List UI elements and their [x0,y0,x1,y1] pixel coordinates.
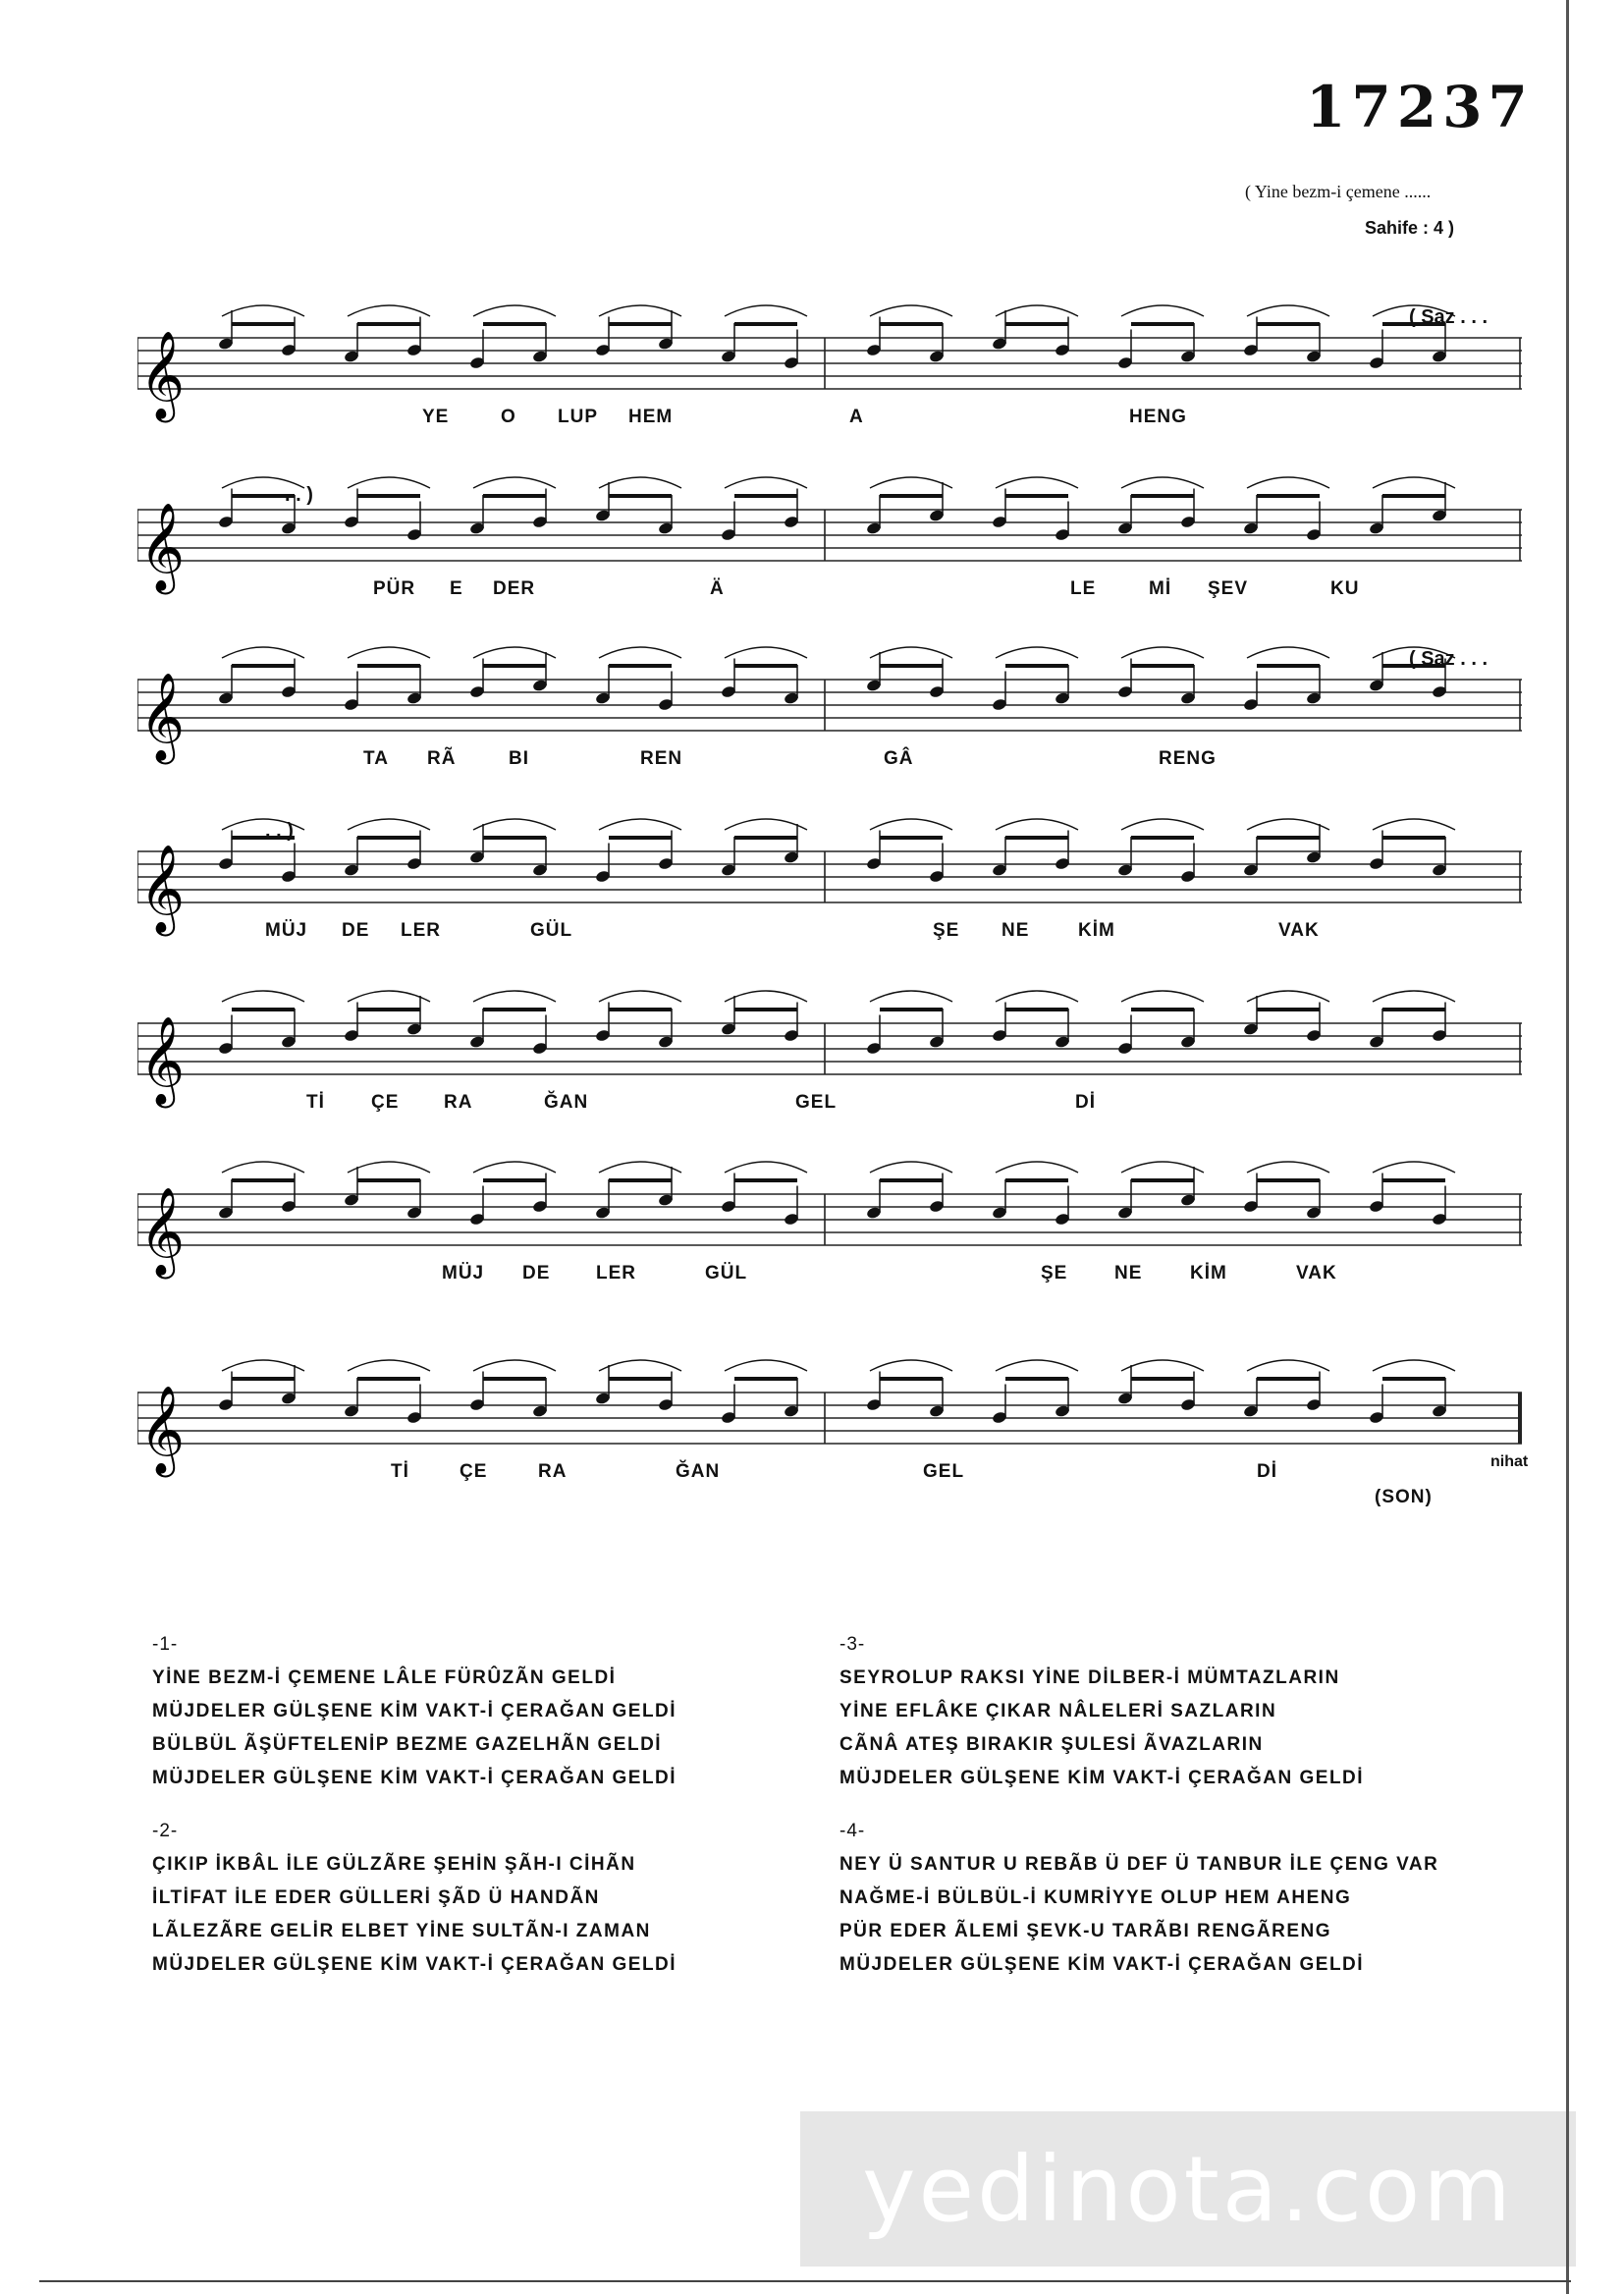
lyric-syllable: ŞEV [1208,578,1249,599]
lyric-syllable: KU [1330,578,1360,599]
lyric-syllable: RENG [1159,748,1217,769]
slur [725,305,807,316]
lyric-syllable: ÇE [371,1092,400,1113]
slur [1121,477,1204,488]
music-staff-5 [137,990,1522,1137]
lyric-syllable: ŞE [1041,1263,1068,1284]
lyric-syllable: KİM [1190,1263,1227,1284]
slur [1373,819,1455,830]
lyric-syllable: VAK [1296,1263,1337,1284]
page-reference-note: Sahife : 4 ) [1365,218,1455,238]
slur [1121,1162,1204,1173]
lyric-syllable: LER [401,920,441,941]
lyric-syllable: BI [509,748,529,769]
slur [870,1360,952,1371]
slur [725,819,807,830]
slur [1121,1360,1204,1371]
slur [222,1162,304,1173]
slur [870,819,952,830]
slur [1373,1360,1455,1371]
slur [1373,991,1455,1002]
lyric-syllable: NE [1001,920,1030,941]
slur [348,991,430,1002]
slur [1121,991,1204,1002]
slur [599,477,681,488]
verse-line: MÜJDELER GÜLŞENE KİM VAKT-İ ÇERAĞAN GELDİ [152,1768,677,1788]
slur [996,1360,1078,1371]
treble-clef-icon: 𝄞 [139,1187,186,1276]
slur [473,1162,556,1173]
lyric-syllable: MÜJ [442,1263,485,1284]
slur [870,305,952,316]
lyric-syllable: NE [1114,1263,1143,1284]
lyric-syllable: DE [522,1263,551,1284]
lyric-line [137,920,1522,944]
slur [725,647,807,658]
verse-line: PÜR EDER ÃLEMİ ŞEVK-U TARÃBI RENGÃRENG [839,1921,1332,1941]
saz-instruction: ( Saz . . . [1409,648,1489,670]
slur [473,1360,556,1371]
slur [996,477,1078,488]
lyric-syllable: RA [444,1092,473,1113]
slur [348,1162,430,1173]
music-staff-2 [137,476,1522,624]
lyric-syllable: ŞE [933,920,960,941]
verse-line: ÇIKIP İKBÂL İLE GÜLZÃRE ŞEHİN ŞÃH-I CİHÃN [152,1854,636,1875]
slur [222,1360,304,1371]
slur [473,305,556,316]
lyric-syllable: RÃ [427,748,457,769]
lyric-syllable: ĞAN [676,1461,721,1482]
watermark-text: yedinota.com [862,2136,1514,2242]
music-staff-3 [137,646,1522,793]
slur [996,305,1078,316]
verse-3 [839,1628,1364,1795]
slur [599,1360,681,1371]
verse-line: MÜJDELER GÜLŞENE KİM VAKT-İ ÇERAĞAN GELDİ [839,1768,1365,1788]
lyric-syllable: GÂ [884,748,914,769]
lyric-syllable: ÇE [460,1461,488,1482]
saz-close: . . ) [265,820,294,842]
slur [1373,1162,1455,1173]
slur [870,991,952,1002]
lyric-syllable: TA [363,748,389,769]
slur [473,819,556,830]
lyric-syllable: DE [342,920,370,941]
slur [1373,477,1455,488]
slur [599,819,681,830]
lyric-syllable: KİM [1078,920,1115,941]
verse-line: SEYROLUP RAKSI YİNE DİLBER-İ MÜMTAZLARIN [839,1667,1340,1688]
slur [870,1162,952,1173]
slur [599,305,681,316]
lyric-syllable: GEL [795,1092,838,1113]
slur [1121,305,1204,316]
verse-number: -2- [152,1821,179,1841]
music-staff-4 [137,818,1522,965]
slur [996,991,1078,1002]
lyric-syllable: LE [1070,578,1097,599]
slur [348,305,430,316]
slur [599,647,681,658]
slur [870,477,952,488]
verse-line: İLTİFAT İLE EDER GÜLLERİ ŞÃD Ü HANDÃN [152,1887,600,1908]
end-mark: (SON) [1375,1487,1433,1507]
lyric-syllable: LER [596,1263,636,1284]
slur [1121,647,1204,658]
lyric-line [137,1263,1522,1286]
lyric-syllable: PÜR [373,578,416,599]
slur [222,991,304,1002]
lyric-syllable: MÜJ [265,920,308,941]
treble-clef-icon: 𝄞 [139,331,186,419]
verse-number: -3- [839,1634,866,1655]
slur [222,305,304,316]
slur [725,1162,807,1173]
lyric-syllable: Dİ [1257,1461,1277,1482]
lyric-syllable: GEL [923,1461,965,1482]
lyric-syllable: E [450,578,463,599]
lyric-syllable: GÜL [530,920,573,941]
slur [996,819,1078,830]
slur [473,647,556,658]
verse-line: NEY Ü SANTUR U REBÃB Ü DEF Ü TANBUR İLE ÇENG VAR [839,1854,1439,1875]
lyric-syllable: VAK [1278,920,1320,941]
lyric-line [137,1461,1522,1485]
music-staff-7 [137,1359,1529,1507]
lyric-line [137,748,1522,772]
lyric-syllable: Dİ [1075,1092,1096,1113]
music-staff-6 [137,1161,1522,1308]
slur [599,991,681,1002]
slur [1247,1162,1329,1173]
slur [348,477,430,488]
treble-clef-icon: 𝄞 [139,1016,186,1105]
lyric-syllable: HEM [628,407,674,427]
lyric-syllable: GÜL [705,1263,748,1284]
verse-line: LÃLEZÃRE GELİR ELBET YİNE SULTÃN-I ZAMAN [152,1921,651,1941]
lyric-syllable: Mİ [1149,578,1172,599]
slur [599,1162,681,1173]
verse-1 [152,1628,677,1795]
slur [1247,991,1329,1002]
lyric-line [137,578,1522,602]
lyric-syllable: A [849,407,864,427]
verse-number: -1- [152,1634,179,1655]
treble-clef-icon: 𝄞 [139,503,186,591]
verse-line: YİNE EFLÂKE ÇIKAR NÂLELERİ SAZLARIN [839,1701,1277,1721]
verse-number: -4- [839,1821,866,1841]
lyric-syllable: HENG [1129,407,1187,427]
slur [473,991,556,1002]
composer-mark: nihat [1490,1453,1529,1470]
slur [1247,305,1329,316]
slur [870,647,952,658]
slur [996,1162,1078,1173]
bottom-rule [39,2280,1571,2282]
slur [1247,819,1329,830]
lyric-syllable: DER [493,578,536,599]
treble-clef-icon: 𝄞 [139,673,186,761]
lyric-syllable: Ä [710,578,725,599]
slur [348,1360,430,1371]
lyric-line [137,1092,1522,1116]
slur [1247,477,1329,488]
lyric-syllable: O [501,407,516,427]
slur [725,1360,807,1371]
song-reference-note: ( Yine bezm-i çemene ...... [1245,182,1432,201]
lyric-syllable: REN [640,748,683,769]
slur [222,647,304,658]
treble-clef-icon: 𝄞 [139,845,186,933]
slur [1247,647,1329,658]
slur [1247,1360,1329,1371]
verse-line: YİNE BEZM-İ ÇEMENE LÂLE FÜRÛZÃN GELDİ [152,1667,617,1688]
watermark-banner [800,2111,1576,2267]
lyric-syllable: LUP [558,407,598,427]
treble-clef-icon: 𝄞 [139,1386,186,1474]
slur [996,647,1078,658]
page-edge-line [1566,0,1569,2294]
slur [725,991,807,1002]
verse-line: BÜLBÜL ÃŞÜFTELENİP BEZME GAZELHÃN GELDİ [152,1734,663,1755]
lyric-syllable: Tİ [391,1461,409,1482]
slur [348,819,430,830]
lyric-syllable: RA [538,1461,568,1482]
verse-line: MÜJDELER GÜLŞENE KİM VAKT-İ ÇERAĞAN GELDİ [839,1954,1365,1975]
verse-line: NAĞME-İ BÜLBÜL-İ KUMRİYYE OLUP HEM AHENG [839,1887,1352,1908]
page-number: 17237 [1306,74,1534,140]
lyric-syllable: Tİ [306,1092,325,1113]
slur [725,477,807,488]
saz-instruction: ( Saz . . . [1409,306,1489,328]
lyric-line [137,407,1522,430]
lyric-syllable: ĞAN [544,1092,589,1113]
lyric-syllable: YE [422,407,450,427]
verse-2 [152,1815,677,1982]
slur [473,477,556,488]
verse-line: MÜJDELER GÜLŞENE KİM VAKT-İ ÇERAĞAN GELDİ [152,1701,677,1721]
music-staff-1 [137,304,1522,452]
verse-4 [839,1815,1438,1982]
slur [1121,819,1204,830]
verse-line: MÜJDELER GÜLŞENE KİM VAKT-İ ÇERAĞAN GELDİ [152,1954,677,1975]
slur [348,647,430,658]
verse-line: CÃNÂ ATEŞ BIRAKIR ŞULESİ ÃVAZLARIN [839,1734,1264,1755]
saz-close: . . ) [285,484,313,506]
